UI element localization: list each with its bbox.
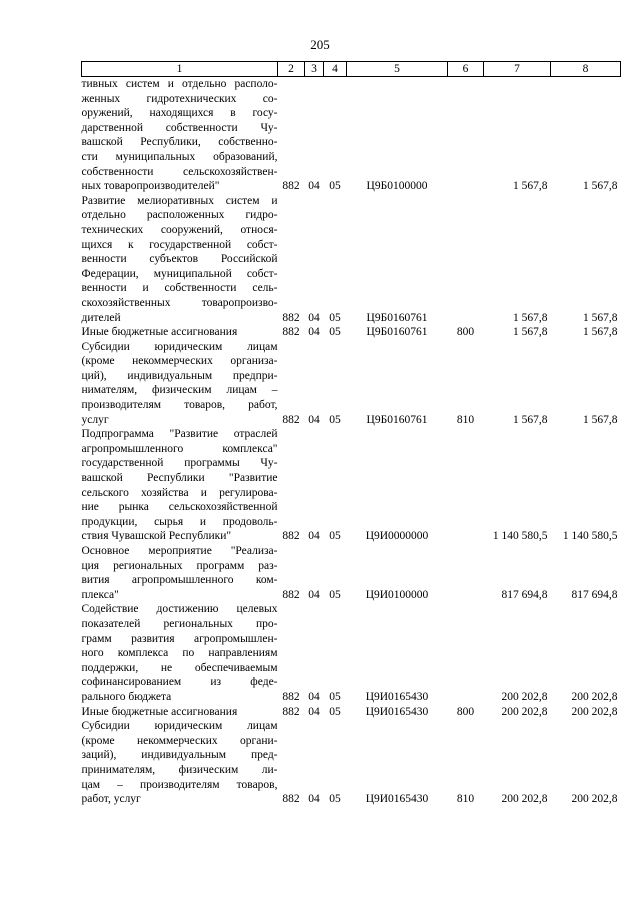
row-description (82, 340, 278, 428)
description-line: тивных систем и отдельно располо- (81, 78, 278, 90)
cell-amount-republican: 817 694,8 (571, 588, 618, 601)
cell-expense-type (448, 194, 484, 325)
cell-target-article: Ц9И0100000 (365, 588, 429, 601)
cell-amount-total: 817 694,8 (501, 588, 548, 601)
cell-amount-total: 1 140 580,5 (492, 530, 548, 543)
cell-amount-republican: 1 567,8 (583, 311, 618, 324)
description-line: ствия Чувашской Республики" (81, 530, 232, 543)
table-row (82, 602, 621, 704)
cell-expense-type: 810 (456, 413, 475, 426)
table-header-row (82, 62, 621, 77)
cell-target-article: Ц9И0165430 (365, 690, 429, 703)
description-line: производителям товаров, работ, (81, 399, 278, 412)
table-row (82, 325, 621, 340)
cell-expense-type (448, 602, 484, 704)
budget-table (81, 61, 621, 807)
description-line: ние рынка сельскохозяйственной (81, 501, 278, 514)
description-line: отдельно расположенных гидро- (81, 209, 278, 222)
table-row (82, 77, 621, 194)
table-row (82, 705, 621, 720)
cell-target-article: Ц9И0165430 (365, 705, 429, 718)
cell-expense-type: 810 (456, 793, 475, 806)
cell-subsection: 05 (329, 793, 341, 806)
row-description (82, 77, 278, 194)
table-row (82, 194, 621, 325)
description-line: дарственной собственности Чу- (81, 121, 278, 134)
cell-admin-code: 882 (282, 311, 300, 324)
cell-subsection: 05 (329, 311, 341, 324)
cell-admin-code: 882 (282, 793, 300, 806)
cell-amount-total: 1 567,8 (513, 413, 548, 426)
description-line: Субсидии юридическим лицам (81, 720, 278, 733)
cell-amount-total: 1 567,8 (513, 326, 548, 339)
column-header: 3 (305, 62, 324, 77)
page-number: 205 (310, 37, 330, 52)
column-header: 5 (347, 62, 448, 77)
cell-target-article: Ц9Б0160761 (366, 413, 428, 426)
table-row (82, 340, 621, 428)
cell-amount-republican: 200 202,8 (571, 690, 618, 703)
cell-admin-code: 882 (282, 530, 300, 543)
description-line: (кроме некоммерческих органи- (81, 734, 278, 747)
cell-target-article: Ц9Б0160761 (366, 326, 428, 339)
column-header: 8 (551, 62, 621, 77)
cell-amount-republican: 200 202,8 (571, 705, 618, 718)
cell-section: 04 (308, 705, 320, 718)
cell-amount-total: 200 202,8 (501, 793, 548, 806)
description-line: заций), индивидуальным пред- (81, 749, 278, 762)
column-header: 1 (82, 62, 278, 77)
description-line: показателей региональных про- (81, 617, 278, 630)
cell-target-article: Ц9И0165430 (365, 793, 429, 806)
cell-expense-type (448, 427, 484, 544)
cell-expense-type (448, 77, 484, 194)
cell-subsection: 05 (329, 530, 341, 543)
description-line: венности субъектов Российской (81, 253, 278, 266)
description-line: грамм развития агропромышлен- (81, 632, 278, 645)
cell-section: 04 (308, 180, 320, 193)
cell-admin-code: 882 (282, 326, 300, 339)
cell-subsection: 05 (329, 180, 341, 193)
description-line: Иные бюджетные ассигнования (81, 326, 238, 339)
description-line: агропромышленного комплекса" (81, 442, 278, 455)
description-line: нимателям, физическим лицам – (81, 384, 278, 397)
description-line: ций), индивидуальным предпри- (81, 369, 278, 382)
description-line: венности и собственности сель- (81, 282, 278, 295)
description-line: вития агропромышленного ком- (81, 574, 278, 587)
cell-expense-type: 800 (456, 326, 475, 339)
description-line: технических сооружений, относя- (81, 223, 278, 236)
description-line: ного комплекса по направлениям (81, 647, 278, 660)
table-row (82, 544, 621, 602)
cell-subsection: 05 (329, 690, 341, 703)
description-line: ция региональных программ раз- (81, 559, 278, 572)
cell-section: 04 (308, 588, 320, 601)
table-row (82, 427, 621, 544)
description-line: плекса" (81, 588, 119, 601)
description-line: Субсидии юридическим лицам (81, 340, 278, 353)
cell-amount-republican: 1 567,8 (583, 180, 618, 193)
description-line: скохозяйственных товаропроизво- (81, 296, 278, 309)
description-line: софинансированием из феде- (81, 676, 278, 689)
cell-amount-republican: 1 567,8 (583, 413, 618, 426)
description-line: Иные бюджетные ассигнования (81, 705, 238, 718)
row-description (82, 544, 278, 602)
description-line: Подпрограмма "Развитие отраслей (81, 428, 278, 441)
description-line: дителей (81, 311, 121, 324)
description-line: собственности сельскохозяйствен- (81, 165, 278, 178)
description-line: цам – производителям товаров, (81, 778, 278, 791)
cell-admin-code: 882 (282, 180, 300, 193)
cell-admin-code: 882 (282, 588, 300, 601)
table-row (82, 719, 621, 807)
row-description (82, 194, 278, 325)
cell-subsection: 05 (329, 705, 341, 718)
description-line: сельского хозяйства и регулирова- (81, 486, 278, 499)
cell-target-article: Ц9Б0160761 (366, 311, 428, 324)
row-description (82, 427, 278, 544)
cell-expense-type (448, 544, 484, 602)
description-line: Федерации, муниципальной собст- (81, 267, 278, 280)
description-line: женных гидротехнических со- (81, 92, 278, 105)
cell-section: 04 (308, 311, 320, 324)
description-line: поддержки, не обеспечиваемым (81, 661, 278, 674)
row-description (82, 705, 278, 720)
description-line: оружений, находящихся в госу- (81, 107, 278, 120)
description-line: сти муниципальных образований, (81, 150, 278, 163)
cell-section: 04 (308, 793, 320, 806)
cell-amount-republican: 200 202,8 (571, 793, 618, 806)
description-line: вашской Республики, собственно- (81, 136, 278, 149)
column-header: 2 (278, 62, 305, 77)
description-line: государственной программы Чу- (81, 457, 278, 470)
column-header: 7 (484, 62, 551, 77)
description-line: рального бюджета (81, 690, 172, 703)
cell-amount-total: 200 202,8 (501, 690, 548, 703)
column-header: 6 (448, 62, 484, 77)
cell-amount-republican: 1 567,8 (583, 326, 618, 339)
cell-admin-code: 882 (282, 413, 300, 426)
description-line: Основное мероприятие "Реализа- (81, 545, 278, 557)
cell-section: 04 (308, 690, 320, 703)
description-line: продукции, сырья и продоволь- (81, 515, 278, 528)
cell-target-article: Ц9Б0100000 (366, 180, 428, 193)
description-line: Содействие достижению целевых (81, 603, 278, 616)
cell-subsection: 05 (329, 326, 341, 339)
description-line: работ, услуг (81, 793, 141, 806)
row-description (82, 325, 278, 340)
cell-target-article: Ц9И0000000 (365, 530, 429, 543)
description-line: принимателям, физическим ли- (81, 763, 278, 776)
row-description (82, 719, 278, 807)
column-header: 4 (324, 62, 347, 77)
description-line: вашской Республики "Развитие (81, 472, 278, 485)
cell-admin-code: 882 (282, 690, 300, 703)
description-line: ных товаропроизводителей" (81, 180, 220, 193)
cell-amount-total: 1 567,8 (513, 180, 548, 193)
cell-subsection: 05 (329, 588, 341, 601)
cell-admin-code: 882 (282, 705, 300, 718)
description-line: услуг (81, 413, 109, 426)
row-description (82, 602, 278, 704)
description-line: Развитие мелиоративных систем и (81, 194, 278, 207)
cell-amount-total: 1 567,8 (513, 311, 548, 324)
cell-amount-republican: 1 140 580,5 (562, 530, 618, 543)
cell-section: 04 (308, 413, 320, 426)
cell-expense-type: 800 (456, 705, 475, 718)
cell-amount-total: 200 202,8 (501, 705, 548, 718)
cell-section: 04 (308, 530, 320, 543)
cell-section: 04 (308, 326, 320, 339)
cell-subsection: 05 (329, 413, 341, 426)
description-line: (кроме некоммерческих организа- (81, 355, 278, 368)
description-line: щихся к государственной собст- (81, 238, 278, 251)
